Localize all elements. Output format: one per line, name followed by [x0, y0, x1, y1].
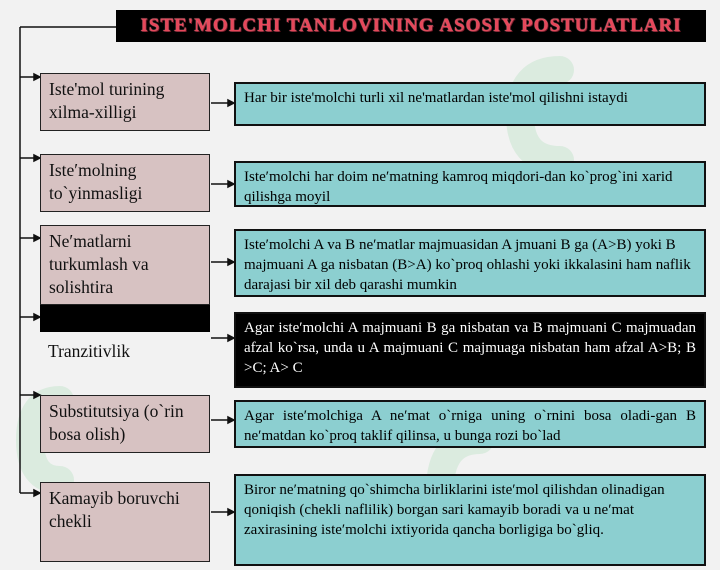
postulate-desc-diminishing: Biror ne′matning qo`shimcha birliklarini iste′mol qilishdan olinadigan qoniqish (chekli naflilik) borgan sari kamayib boradi va u ne′mat zaxirasining iste′molchi ixtiyorida qancha borligiga bo`gliq.: [234, 474, 706, 566]
diagram-title: ISTE'MOLCHI TANLOVINING ASOSIY POSTULATLARI: [116, 10, 706, 42]
black-bar: [40, 305, 210, 332]
postulate-desc-variety: Har bir iste'molchi turli xil ne'matlardan iste'mol qilishni istaydi: [234, 82, 706, 126]
postulate-desc-ranking: Iste′molchi A va B ne′matlar majmuasidan A jmuani B ga (A>B) yoki B majmuani A ga nisbatan (B>A) ko`proq ohlashi yoki ikkalasini ham naflik darajasi bir xil deb qarashi mumkin: [234, 229, 706, 297]
postulate-term-transitivity: Tranzitivlik: [48, 341, 130, 361]
postulate-term-ranking: Ne′matlarni turkumlash va solishtira: [40, 225, 210, 305]
postulate-term-variety: Iste'mol turining xilma-xilligi: [40, 73, 210, 131]
postulate-term-substitution: Substitutsiya (o`rin bosa olish): [40, 395, 210, 453]
postulate-term-nonsatiation: Iste′molning to`yinmasligi: [40, 154, 210, 212]
postulate-desc-nonsatiation: Iste′molchi har doim ne′matning kamroq miqdori-dan ko`prog`ini xarid qilishga moyil: [234, 161, 706, 207]
postulate-desc-transitivity: Agar iste′molchi A majmuani B ga nisbatan va B majmuani C majmuadan afzal ko`rsa, unda u A majmuani C majmuaga nisbatan ham afzal A>B; B >C; A> C: [234, 312, 706, 388]
postulate-term-diminishing: Kamayib boruvchi chekli: [40, 482, 210, 562]
postulate-desc-substitution: Agar iste′molchiga A ne′mat o`rniga uning o`rnini bosa oladi-gan B ne′matdan ko`proq taklif qilinsa, u bunga rozi bo`lad: [234, 400, 706, 448]
